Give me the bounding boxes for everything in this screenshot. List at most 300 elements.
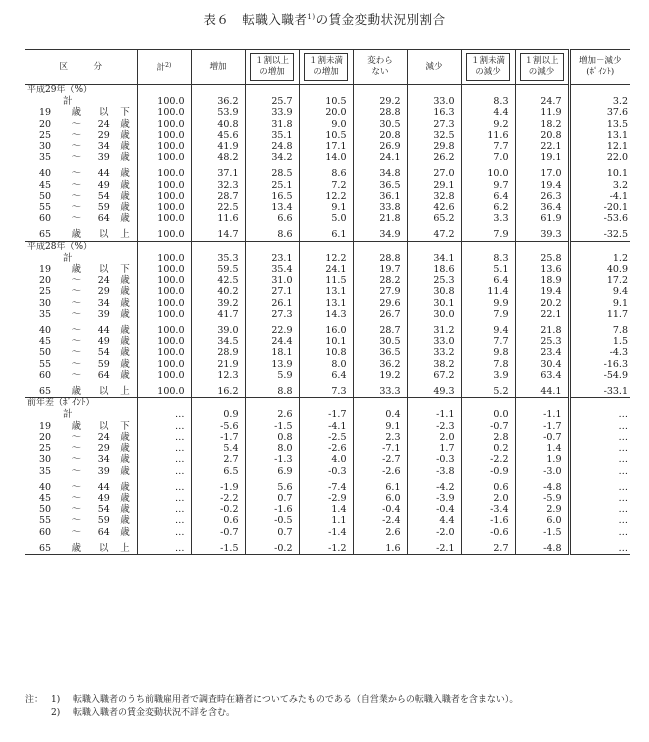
row-label <box>25 168 137 179</box>
value-cell: 38.2 <box>407 359 461 370</box>
value-cell: -1.6 <box>245 504 299 515</box>
section-label: 平成29年（%） <box>25 85 137 97</box>
age-label-part: 50 <box>39 504 52 516</box>
row-label <box>25 286 137 297</box>
age-group-label <box>27 432 133 443</box>
value-cell: 20.2 <box>515 298 569 309</box>
total-label: 計 <box>63 252 73 264</box>
value-cell: 6.1 <box>353 482 407 493</box>
value-cell: -7.4 <box>299 482 353 493</box>
value-cell: 22.9 <box>245 325 299 336</box>
age-group-label <box>27 454 133 465</box>
row-label <box>25 504 137 515</box>
value-cell: 32.5 <box>407 130 461 141</box>
value-cell: 29.2 <box>353 96 407 107</box>
age-label-part: 19 <box>39 107 52 119</box>
value-cell: 18.6 <box>407 264 461 275</box>
value-cell: 1.2 <box>569 253 630 264</box>
age-label-part: 歳 <box>120 526 130 538</box>
table-row <box>25 168 630 179</box>
value-cell: 13.9 <box>245 359 299 370</box>
value-cell: 100.0 <box>137 152 191 163</box>
table-body <box>25 85 630 555</box>
value-cell: 2.8 <box>461 432 515 443</box>
value-cell: -0.7 <box>461 421 515 432</box>
value-cell: -1.9 <box>191 482 245 493</box>
section-header-row <box>25 241 630 253</box>
value-cell: 27.0 <box>407 168 461 179</box>
age-label-part: ～ <box>71 431 81 443</box>
value-cell: -1.2 <box>299 543 353 555</box>
value-cell: -3.8 <box>407 466 461 477</box>
value-cell: 23.1 <box>245 253 299 264</box>
value-cell: 17.2 <box>569 275 630 286</box>
value-cell: 29.8 <box>407 141 461 152</box>
value-cell: -1.7 <box>191 432 245 443</box>
value-cell: 11.6 <box>191 213 245 224</box>
value-cell: 16.2 <box>191 386 245 398</box>
value-cell: 19.4 <box>515 286 569 297</box>
age-label-part: 39 <box>97 308 110 320</box>
empty-cell <box>407 85 461 97</box>
value-cell: 3.3 <box>461 213 515 224</box>
age-label-part: 54 <box>97 190 110 202</box>
value-cell: -2.3 <box>407 421 461 432</box>
value-cell: 10.1 <box>569 168 630 179</box>
value-cell: 30.8 <box>407 286 461 297</box>
age-label-part: 29 <box>97 129 110 141</box>
age-label-part: 歳 <box>120 190 130 202</box>
age-group-label <box>27 466 133 477</box>
row-label <box>25 347 137 358</box>
value-cell: 24.8 <box>245 141 299 152</box>
empty-cell <box>137 398 191 410</box>
value-cell: 47.2 <box>407 229 461 241</box>
value-cell: … <box>569 543 630 555</box>
value-cell: 100.0 <box>137 370 191 381</box>
row-label <box>25 454 137 465</box>
table-row <box>25 96 630 107</box>
total-label: 計 <box>63 96 73 108</box>
value-cell: -1.7 <box>299 409 353 420</box>
table-row <box>25 275 630 286</box>
value-cell: -1.5 <box>245 421 299 432</box>
value-cell: 20.8 <box>353 130 407 141</box>
value-cell: 63.4 <box>515 370 569 381</box>
value-cell: 0.8 <box>245 432 299 443</box>
value-cell: -2.2 <box>191 493 245 504</box>
age-label-part: 歳 <box>120 358 130 370</box>
value-cell: 0.6 <box>191 515 245 526</box>
age-group-label <box>27 421 133 432</box>
age-label-part: 歳 <box>120 297 130 309</box>
age-label-part: 下 <box>120 420 130 432</box>
value-cell: 100.0 <box>137 347 191 358</box>
table-row <box>25 152 630 163</box>
value-cell: 13.4 <box>245 202 299 213</box>
value-cell: 1.7 <box>407 443 461 454</box>
value-cell: -0.7 <box>515 432 569 443</box>
value-cell: 13.5 <box>569 119 630 130</box>
age-label-part: 29 <box>97 443 110 455</box>
row-label <box>25 130 137 141</box>
age-label-part: 40 <box>39 325 52 337</box>
empty-cell <box>137 241 191 253</box>
value-cell: 6.6 <box>245 213 299 224</box>
value-cell: 29.1 <box>407 180 461 191</box>
value-cell: … <box>569 493 630 504</box>
value-cell: 26.9 <box>353 141 407 152</box>
age-label-part: 歳 <box>120 168 130 180</box>
value-cell: 9.1 <box>569 298 630 309</box>
value-cell: … <box>569 527 630 538</box>
row-label <box>25 515 137 526</box>
value-cell: … <box>137 409 191 420</box>
value-cell: 7.3 <box>299 386 353 398</box>
table-row <box>25 370 630 381</box>
row-label <box>25 432 137 443</box>
age-label-part: 上 <box>120 229 130 241</box>
value-cell: 100.0 <box>137 386 191 398</box>
value-cell: 100.0 <box>137 359 191 370</box>
value-cell: 100.0 <box>137 130 191 141</box>
age-label-part: 歳 <box>120 308 130 320</box>
empty-cell <box>515 398 569 410</box>
value-cell: -1.1 <box>515 409 569 420</box>
value-cell: 36.1 <box>353 191 407 202</box>
value-cell: 42.6 <box>407 202 461 213</box>
value-cell: 42.5 <box>191 275 245 286</box>
value-cell: 41.9 <box>191 141 245 152</box>
age-label-part: ～ <box>71 286 81 298</box>
age-label-part: 歳 <box>120 129 130 141</box>
age-label-part: 25 <box>39 129 52 141</box>
age-label-part: 以 <box>98 107 109 119</box>
value-cell: 2.7 <box>461 543 515 555</box>
value-cell: 7.0 <box>461 152 515 163</box>
value-cell: -2.6 <box>353 466 407 477</box>
value-cell: 0.2 <box>461 443 515 454</box>
value-cell: 5.0 <box>299 213 353 224</box>
age-label-part: 歳 <box>120 118 130 130</box>
value-cell: 12.2 <box>299 253 353 264</box>
value-cell: … <box>137 432 191 443</box>
table-container <box>25 49 630 555</box>
value-cell: 6.4 <box>461 191 515 202</box>
age-label-part: 54 <box>97 347 110 359</box>
value-cell: -1.3 <box>245 454 299 465</box>
value-cell: 33.3 <box>353 386 407 398</box>
age-label-part: 歳 <box>71 542 81 554</box>
age-group-label <box>27 370 133 381</box>
value-cell: 9.7 <box>461 180 515 191</box>
age-group-label <box>27 191 133 202</box>
empty-cell <box>515 85 569 97</box>
header-increase: 増加 <box>191 50 245 85</box>
value-cell: -4.8 <box>515 482 569 493</box>
header-decrease-10pct-plus: １割以上 の減少 <box>515 50 569 85</box>
header-row <box>25 50 630 85</box>
value-cell: -0.7 <box>191 527 245 538</box>
value-cell: 9.4 <box>461 325 515 336</box>
age-label-part: 歳 <box>120 443 130 455</box>
value-cell: 30.0 <box>407 309 461 320</box>
empty-cell <box>245 398 299 410</box>
section-label: 前年差（ﾎﾟｲﾝﾄ） <box>25 398 137 410</box>
row-label <box>25 325 137 336</box>
value-cell: 0.4 <box>353 409 407 420</box>
age-group-label <box>27 515 133 526</box>
value-cell: -2.2 <box>461 454 515 465</box>
value-cell: 100.0 <box>137 325 191 336</box>
age-label-part: 59 <box>97 358 110 370</box>
table-row <box>25 443 630 454</box>
value-cell: 100.0 <box>137 264 191 275</box>
total-label: 計 <box>63 409 73 421</box>
value-cell: 26.2 <box>407 152 461 163</box>
row-label <box>25 96 137 107</box>
value-cell: 36.2 <box>353 359 407 370</box>
age-label-part: 55 <box>39 202 52 214</box>
value-cell: -0.2 <box>191 504 245 515</box>
age-label-part: 40 <box>39 168 52 180</box>
value-cell: 20.0 <box>299 107 353 118</box>
value-cell: 28.8 <box>353 253 407 264</box>
row-label <box>25 180 137 191</box>
value-cell: 9.0 <box>299 119 353 130</box>
age-group-label <box>27 180 133 191</box>
table-row <box>25 298 630 309</box>
value-cell: 28.5 <box>245 168 299 179</box>
age-group-label <box>27 275 133 286</box>
value-cell: 45.6 <box>191 130 245 141</box>
age-label-part: 20 <box>39 275 52 287</box>
age-label-part: ～ <box>71 213 81 225</box>
age-group-label <box>27 264 133 275</box>
value-cell: 12.1 <box>569 141 630 152</box>
value-cell: -3.0 <box>515 466 569 477</box>
value-cell: 4.0 <box>299 454 353 465</box>
empty-cell <box>569 85 630 97</box>
age-label-part: 39 <box>97 465 110 477</box>
value-cell: -4.1 <box>299 421 353 432</box>
age-label-part: 歳 <box>71 420 81 432</box>
row-label <box>25 152 137 163</box>
value-cell: … <box>137 504 191 515</box>
value-cell: 34.1 <box>407 253 461 264</box>
age-label-part: ～ <box>71 347 81 359</box>
value-cell: 25.3 <box>407 275 461 286</box>
table-row <box>25 466 630 477</box>
age-label-part: 50 <box>39 347 52 359</box>
age-label-part: 歳 <box>120 213 130 225</box>
table-row <box>25 504 630 515</box>
age-label-part: 45 <box>39 336 52 348</box>
value-cell: -0.6 <box>461 527 515 538</box>
value-cell: 35.4 <box>245 264 299 275</box>
table-row <box>25 119 630 130</box>
table-row <box>25 543 630 555</box>
row-label <box>25 409 137 420</box>
value-cell: 18.1 <box>245 347 299 358</box>
value-cell: 13.6 <box>515 264 569 275</box>
value-cell: 17.0 <box>515 168 569 179</box>
value-cell: -53.6 <box>569 213 630 224</box>
value-cell: 34.9 <box>353 229 407 241</box>
value-cell: 39.0 <box>191 325 245 336</box>
value-cell: -2.7 <box>353 454 407 465</box>
value-cell: 34.5 <box>191 336 245 347</box>
value-cell: -32.5 <box>569 229 630 241</box>
value-cell: 27.1 <box>245 286 299 297</box>
row-label <box>25 359 137 370</box>
table-row <box>25 493 630 504</box>
age-group-label <box>27 168 133 179</box>
value-cell: 14.0 <box>299 152 353 163</box>
age-label-part: 60 <box>39 213 52 225</box>
value-cell: 0.0 <box>461 409 515 420</box>
value-cell: 29.6 <box>353 298 407 309</box>
value-cell: 28.7 <box>353 325 407 336</box>
value-cell: -0.4 <box>407 504 461 515</box>
value-cell: 22.1 <box>515 309 569 320</box>
age-group-label <box>27 286 133 297</box>
age-label-part: 29 <box>97 286 110 298</box>
value-cell: 9.1 <box>353 421 407 432</box>
age-group-label <box>27 443 133 454</box>
age-label-part: ～ <box>71 202 81 214</box>
value-cell: 7.7 <box>461 141 515 152</box>
age-group-label <box>27 482 133 493</box>
value-cell: 13.1 <box>299 298 353 309</box>
age-label-part: 44 <box>97 168 110 180</box>
age-label-part: 35 <box>39 308 52 320</box>
value-cell: -5.9 <box>515 493 569 504</box>
value-cell: 28.9 <box>191 347 245 358</box>
age-label-part: 59 <box>97 515 110 527</box>
table-row <box>25 454 630 465</box>
section-header-row <box>25 398 630 410</box>
value-cell: 31.8 <box>245 119 299 130</box>
age-label-part: 40 <box>39 481 52 493</box>
table-row <box>25 347 630 358</box>
age-group-label <box>27 229 133 240</box>
value-cell: -16.3 <box>569 359 630 370</box>
age-label-part: 24 <box>97 431 110 443</box>
value-cell: 1.4 <box>299 504 353 515</box>
value-cell: 22.0 <box>569 152 630 163</box>
value-cell: 10.8 <box>299 347 353 358</box>
value-cell: 3.2 <box>569 180 630 191</box>
value-cell: … <box>137 493 191 504</box>
table-row <box>25 264 630 275</box>
age-label-part: ～ <box>71 168 81 180</box>
age-group-label <box>27 141 133 152</box>
value-cell: 24.1 <box>353 152 407 163</box>
row-label <box>25 482 137 493</box>
value-cell: 35.3 <box>191 253 245 264</box>
age-group-label <box>27 202 133 213</box>
value-cell: 28.8 <box>353 107 407 118</box>
value-cell: … <box>569 482 630 493</box>
value-cell: 24.1 <box>299 264 353 275</box>
value-cell: -0.9 <box>461 466 515 477</box>
header-total: 計$^{2)}$ <box>137 50 191 85</box>
value-cell: 39.3 <box>515 229 569 241</box>
age-label-part: ～ <box>71 369 81 381</box>
value-cell: 11.7 <box>569 309 630 320</box>
value-cell: -3.9 <box>407 493 461 504</box>
age-label-part: 歳 <box>71 386 81 398</box>
value-cell: 7.8 <box>461 359 515 370</box>
row-label <box>25 119 137 130</box>
value-cell: 27.3 <box>407 119 461 130</box>
age-label-part: 歳 <box>120 179 130 191</box>
age-group-label <box>27 107 133 118</box>
value-cell: 19.2 <box>353 370 407 381</box>
value-cell: 10.0 <box>461 168 515 179</box>
value-cell: 25.1 <box>245 180 299 191</box>
value-cell: 2.3 <box>353 432 407 443</box>
value-cell: 10.5 <box>299 96 353 107</box>
age-group-label <box>27 543 133 554</box>
age-label-part: 45 <box>39 179 52 191</box>
value-cell: -5.6 <box>191 421 245 432</box>
empty-cell <box>461 85 515 97</box>
empty-cell <box>569 241 630 253</box>
age-label-part: 34 <box>97 454 110 466</box>
value-cell: 5.9 <box>245 370 299 381</box>
age-label-part: 44 <box>97 325 110 337</box>
age-label-part: ～ <box>71 481 81 493</box>
footnote-2: 2) 転職入職者の賃金変動状況不詳を含む。 <box>51 708 236 718</box>
value-cell: -2.0 <box>407 527 461 538</box>
value-cell: -0.5 <box>245 515 299 526</box>
value-cell: 36.5 <box>353 180 407 191</box>
value-cell: 33.9 <box>245 107 299 118</box>
value-cell: 1.1 <box>299 515 353 526</box>
value-cell: 44.1 <box>515 386 569 398</box>
value-cell: 21.8 <box>353 213 407 224</box>
value-cell: -1.7 <box>515 421 569 432</box>
table-row <box>25 229 630 241</box>
value-cell: … <box>569 515 630 526</box>
value-cell: 16.0 <box>299 325 353 336</box>
age-label-part: 20 <box>39 431 52 443</box>
age-label-part: 49 <box>97 179 110 191</box>
footnotes <box>25 694 518 720</box>
age-label-part: 下 <box>120 107 130 119</box>
value-cell: 19.7 <box>353 264 407 275</box>
value-cell: 1.6 <box>353 543 407 555</box>
value-cell: -4.1 <box>569 191 630 202</box>
age-label-part: 35 <box>39 465 52 477</box>
value-cell: 2.6 <box>245 409 299 420</box>
empty-cell <box>353 85 407 97</box>
value-cell: 0.7 <box>245 527 299 538</box>
value-cell: … <box>569 454 630 465</box>
value-cell: -0.2 <box>245 543 299 555</box>
value-cell: 17.1 <box>299 141 353 152</box>
row-label <box>25 298 137 309</box>
row-label <box>25 275 137 286</box>
value-cell: 36.5 <box>353 347 407 358</box>
value-cell: 100.0 <box>137 180 191 191</box>
table-row <box>25 286 630 297</box>
value-cell: 5.4 <box>191 443 245 454</box>
age-label-part: 下 <box>120 264 130 276</box>
value-cell: 100.0 <box>137 229 191 241</box>
